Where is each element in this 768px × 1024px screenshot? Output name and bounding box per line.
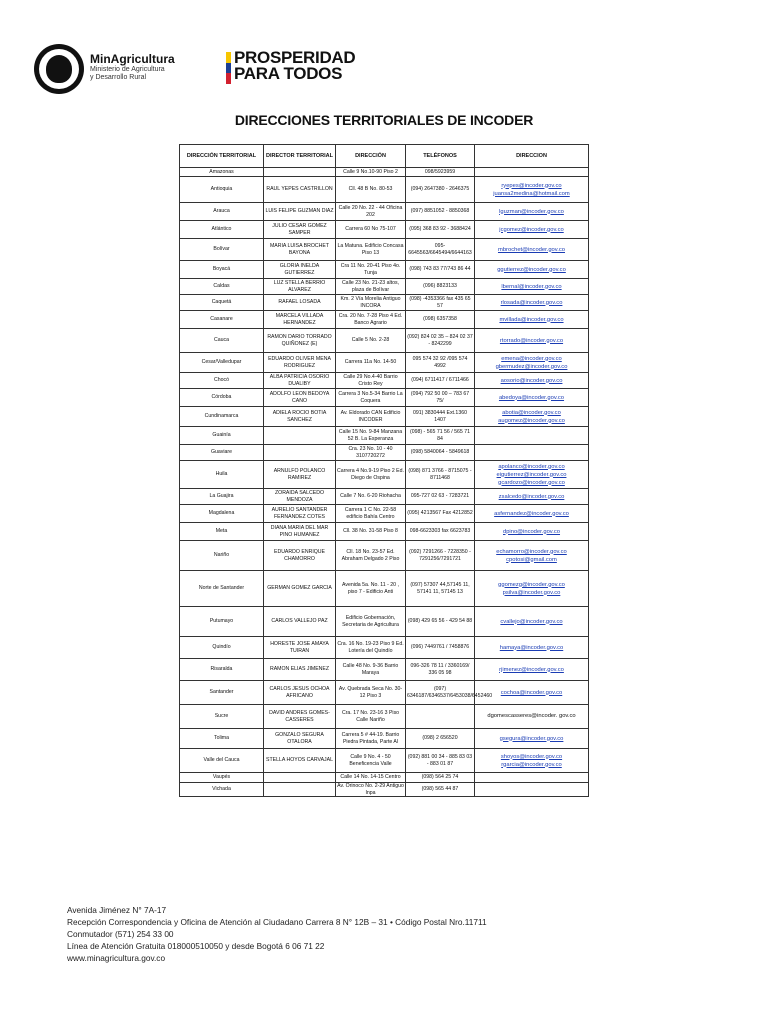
cell-telefonos: (092) 881 00 34 - 885 83 03 - 883 01 87 — [406, 749, 475, 773]
table-row — [180, 461, 589, 489]
cell-direccion: Calle 7 No. 6-20 Riohacha — [336, 489, 406, 505]
cell-territorial: Norte de Santander — [180, 571, 264, 607]
cell-director: GERMAN GOMEZ GARCIA — [264, 571, 336, 607]
cell-email — [475, 729, 589, 749]
cell-telefonos: 095 574 32 92 /095 574 4992 — [406, 353, 475, 373]
email-link[interactable]: lguzman@incoder.gov.co — [499, 208, 564, 215]
email-link: dgomescasseres@incoder. gov.co — [487, 713, 576, 720]
cell-direccion: Calle 9 No.10-90 Piso 2 — [336, 168, 406, 177]
cell-direccion: Cll. 18 No. 23-57 Ed. Abraham Delgado 2 Piso — [336, 541, 406, 571]
table-row — [180, 353, 589, 373]
cell-territorial: Tolima — [180, 729, 264, 749]
cell-director: ALBA PATRICIA OSORIO DUALIBY — [264, 373, 336, 389]
cell-director: ADIELA ROCIO BOTIA SANCHEZ — [264, 407, 336, 427]
cell-direccion: Cll. 38 No. 31-58 Piso 8 — [336, 523, 406, 541]
cell-direccion: Cra. 17 No. 23-16 3 Piso Calle Nariño — [336, 705, 406, 729]
cell-telefonos: (092) 824 02 35 – 824 02 37 - 8242299 — [406, 329, 475, 353]
table-row — [180, 203, 589, 221]
cell-telefonos: (096) 7449761 / 7458876 — [406, 637, 475, 659]
table-row — [180, 523, 589, 541]
cell-director: ADOLFO LEON BEDOYA CANO — [264, 389, 336, 407]
cell-email — [475, 203, 589, 221]
cell-direccion: Carrera 5 # 44-19. Barrio Piedra Pintada, Parte Al — [336, 729, 406, 749]
cell-email — [475, 389, 589, 407]
cell-email — [475, 505, 589, 523]
email-link[interactable]: ggomezg@incoder.gov.co — [498, 581, 565, 588]
cell-territorial: Antioquia — [180, 177, 264, 203]
cell-telefonos: 091) 3830444 Ext.1360 1407 — [406, 407, 475, 427]
table-row — [180, 489, 589, 505]
email-link[interactable]: aosorio@incoder.gov.co — [500, 377, 563, 384]
email-link[interactable]: ggutierrez@incoder.gov.co — [497, 266, 566, 273]
cell-direccion: Av. Eldorado CAN Edificio INCODER — [336, 407, 406, 427]
cell-territorial: Caldas — [180, 279, 264, 295]
cell-email — [475, 427, 589, 445]
cell-direccion: Avenida 5a. No. 11 - 20 , piso 7 - Edificio Anti — [336, 571, 406, 607]
cell-email — [475, 311, 589, 329]
table-row — [180, 445, 589, 461]
cell-direccion: Calle 5 No. 2-28 — [336, 329, 406, 353]
email-link[interactable]: dpino@incoder.gov.co — [502, 528, 561, 535]
table-row — [180, 295, 589, 311]
cell-telefonos: (098) 429 65 56 - 429 54 88 — [406, 607, 475, 637]
cell-director: RAUL YEPES CASTRILLON — [264, 177, 336, 203]
cell-direccion: Carrera 3 No.5-34 Barrio La Coquera — [336, 389, 406, 407]
cell-email — [475, 261, 589, 279]
cell-direccion: Calle 15 No. 9-84 Manzana 52 B. La Esperanza — [336, 427, 406, 445]
cell-direccion: La Matuna. Edificio Concasa Piso 13 — [336, 239, 406, 261]
email-link[interactable]: zsalcedo@incoder.gov.co — [498, 493, 565, 500]
cell-director: RAMON ELIAS JIMENEZ — [264, 659, 336, 681]
email-link[interactable]: rlosada@incoder.gov.co — [500, 299, 563, 306]
cell-telefonos: (098) 564 25 74 — [406, 773, 475, 783]
cell-territorial: Meta — [180, 523, 264, 541]
cell-telefonos: (094) 6711417 / 6711466 — [406, 373, 475, 389]
cell-telefonos: (094) 2647380 - 2646375 — [406, 177, 475, 203]
flag-stripe-icon — [226, 52, 231, 84]
table-row — [180, 427, 589, 445]
table-row — [180, 373, 589, 389]
email-link[interactable]: mbrochet@incoder.gov.co — [497, 246, 565, 253]
cell-email — [475, 239, 589, 261]
cell-territorial: Vaupés — [180, 773, 264, 783]
email-link[interactable]: hamaya@incoder.gov.co — [499, 644, 564, 651]
cell-territorial: Cundinamarca — [180, 407, 264, 427]
table-row — [180, 177, 589, 203]
page-footer — [67, 904, 487, 964]
cell-direccion: Calle 23 No. 21-23 altos, plaza de Bolívar — [336, 279, 406, 295]
cell-email — [475, 749, 589, 773]
cell-direccion: Cra. 16 No. 19-23 Piso 9 Ed. Lotería del Quindío — [336, 637, 406, 659]
email-link[interactable]: apolanco@incoder.gov.co — [498, 463, 565, 470]
cell-email — [475, 373, 589, 389]
cell-territorial: Valle del Cauca — [180, 749, 264, 773]
cell-director: EDUARDO ENRIQUE CHAMORRO — [264, 541, 336, 571]
cell-direccion: Calle 20 No. 22 - 44 Oficina 202 — [336, 203, 406, 221]
cell-territorial: Guainía — [180, 427, 264, 445]
cell-territorial: Boyacá — [180, 261, 264, 279]
cell-telefonos: 095-727 02 63 - 7283721 — [406, 489, 475, 505]
table-row — [180, 681, 589, 705]
cell-email — [475, 783, 589, 797]
cell-telefonos: 098/5923959 — [406, 168, 475, 177]
cell-territorial: Sucre — [180, 705, 264, 729]
cell-director: EDUARDO OLIVER MENA RODRIGUEZ — [264, 353, 336, 373]
table-row — [180, 571, 589, 607]
cell-email — [475, 705, 589, 729]
cell-territorial: Huila — [180, 461, 264, 489]
email-link[interactable]: jcgomez@incoder.gov.co — [499, 226, 564, 233]
cell-direccion: Cra 11 No. 20-41 Piso 4o. Tunja — [336, 261, 406, 279]
cell-email — [475, 279, 589, 295]
email-link[interactable]: echamorro@incoder.gov.co — [496, 548, 567, 555]
email-link[interactable]: cochoa@incoder.gov.co — [500, 689, 563, 696]
cell-telefonos: (097) 8851052 - 8850368 — [406, 203, 475, 221]
email-link[interactable]: gbermudez@incoder.gov.co — [495, 363, 568, 370]
table-row — [180, 221, 589, 239]
cell-director — [264, 168, 336, 177]
cell-direccion: Av. Orinoco No. 2-29 Antiguo Inpa — [337, 783, 404, 796]
cell-email — [475, 295, 589, 311]
table-row — [180, 705, 589, 729]
footer-hotline: Línea de Atención Gratuita 018000510050 y desde Bogotá 6 06 71 22 — [67, 941, 325, 951]
cell-director: GLORIA INELDA GUTIERREZ — [264, 261, 336, 279]
cell-telefonos: (098) 743 83 77/743 86 44 — [406, 261, 475, 279]
cell-territorial: Quindío — [180, 637, 264, 659]
cell-telefonos: (094) 792 50 00 – 783 67 75/ — [406, 389, 475, 407]
directory-table — [179, 144, 589, 797]
prosperidad-line-2: PARA TODOS — [234, 64, 343, 83]
cell-telefonos: (095) 368 83 92 - 3688424 — [406, 221, 475, 239]
table-row — [180, 659, 589, 681]
cell-email — [475, 168, 589, 177]
cell-director: JULIO CESAR GOMEZ SAMPER — [264, 221, 336, 239]
cell-director: LUIS FELIPE GUZMAN DIAZ — [264, 203, 336, 221]
cell-email — [475, 353, 589, 373]
cell-direccion: Carrera 11a No. 14-50 — [336, 353, 406, 373]
cell-territorial: Risaralda — [180, 659, 264, 681]
cell-territorial: Casanare — [180, 311, 264, 329]
cell-telefonos: (098) 565 44 87 — [406, 783, 475, 797]
cell-director: CARLOS VALLEJO PAZ — [264, 607, 336, 637]
cell-territorial: Córdoba — [180, 389, 264, 407]
cell-email — [475, 607, 589, 637]
table-row — [180, 637, 589, 659]
table-row — [180, 407, 589, 427]
email-link[interactable]: eigutierrez@incoder.gov.co — [496, 471, 567, 478]
table-row — [180, 239, 589, 261]
cell-email — [475, 407, 589, 427]
email-link[interactable]: shoyos@incoder.gov.co — [500, 753, 563, 760]
cell-email — [475, 489, 589, 505]
email-link[interactable]: gsegura@incoder.gov.co — [499, 735, 564, 742]
cell-territorial: Atlántico — [180, 221, 264, 239]
cell-territorial: Caquetá — [180, 295, 264, 311]
cell-telefonos: 096-326 78 11 / 3360169/ 336 05 98 — [406, 659, 475, 681]
table-row — [180, 607, 589, 637]
table-row — [180, 311, 589, 329]
table-row — [180, 541, 589, 571]
table-row — [180, 261, 589, 279]
cell-territorial: Guaviare — [180, 445, 264, 461]
email-link[interactable]: abedoya@incoder.gov.co — [498, 394, 565, 401]
cell-director — [264, 783, 336, 797]
cell-telefonos: (098) - 565 71 56 / 565 71 84 — [406, 427, 475, 445]
table-row — [180, 749, 589, 773]
cell-territorial: Putumayo — [180, 607, 264, 637]
cell-director: RAFAEL LOSADA — [264, 295, 336, 311]
ministry-line-2: y Desarrollo Rural — [90, 74, 147, 81]
email-link[interactable]: mvillada@incoder.gov.co — [499, 316, 564, 323]
cell-director — [264, 445, 336, 461]
cell-telefonos: (096) 8823133 — [406, 279, 475, 295]
email-link[interactable]: cpotosi@gmail.com — [506, 556, 557, 563]
cell-director: MARCELA VILLADA HERNANDEZ — [264, 311, 336, 329]
cell-telefonos: (098) 6357358 — [406, 311, 475, 329]
cell-territorial: Nariño — [180, 541, 264, 571]
colombia-seal-icon — [34, 44, 84, 94]
cell-telefonos: (097) 6346187/6346537/6453038/6452460 — [406, 681, 475, 705]
prosperidad-logo — [234, 50, 355, 82]
table-row — [180, 773, 589, 783]
col-header-email: DIRECCION — [475, 145, 589, 168]
cell-email — [475, 637, 589, 659]
footer-address: Avenida Jiménez N° 7A-17 — [67, 905, 167, 915]
footer-website: www.minagricultura.gov.co — [67, 953, 166, 963]
cell-director — [264, 427, 336, 445]
email-link[interactable]: rgarcia@incoder.gov.co — [501, 761, 562, 768]
cell-territorial: Magdalena — [180, 505, 264, 523]
cell-direccion: Calle 29 No.4-40 Barrio Cristo Rey — [336, 373, 406, 389]
cell-telefonos: (095) 4213567 Fax 4212852 — [406, 505, 475, 523]
minagricultura-name: MinAgricultura — [90, 52, 175, 66]
table-row — [180, 279, 589, 295]
email-link[interactable]: gcardozo@incoder.gov.co — [498, 479, 565, 486]
cell-email — [475, 571, 589, 607]
cell-telefonos: (092) 7291266 - 7228350 - 7291256/7291721 — [406, 541, 475, 571]
email-link[interactable]: ryepes@incoder.gov.co — [501, 182, 562, 189]
cell-territorial: Cauca — [180, 329, 264, 353]
email-link[interactable]: lbernal@incoder.gov.co — [501, 283, 562, 290]
email-link[interactable]: psilva@incoder.gov.co — [502, 589, 561, 596]
cell-territorial: Amazonas — [180, 168, 264, 177]
cell-direccion: Km. 2 Vía Morelia Antiguo INCORA — [336, 295, 406, 311]
cell-director — [264, 773, 336, 783]
cell-director: ARNULFO POLANCO RAMIREZ — [264, 461, 336, 489]
footer-switchboard: Conmutador (571) 254 33 00 — [67, 929, 174, 939]
cell-telefonos: (097) 57307 44,57145 11, 57141 11, 57145 13 — [406, 571, 475, 607]
cell-email — [475, 177, 589, 203]
cell-telefonos: 095-6645563/6645494/6644163 — [406, 239, 475, 261]
cell-telefonos: (098) -4353366 fax 435 65 57 — [406, 295, 475, 311]
cell-direccion: Carrera 1 C No. 22-58 edificio Bahía Centro — [336, 505, 406, 523]
page-title: DIRECCIONES TERRITORIALES DE INCODER — [234, 112, 534, 128]
table-row — [180, 329, 589, 353]
table-row — [180, 729, 589, 749]
cell-telefonos: (098) 871 3766 - 8715075 - 8711468 — [406, 461, 475, 489]
page-header — [34, 44, 734, 104]
cell-director: DIANA MARIA DEL MAR PINO HUMANEZ — [264, 523, 336, 541]
cell-territorial: Cesar/Valledupar — [180, 353, 264, 373]
email-link[interactable]: abotia@incoder.gov.co — [502, 409, 561, 416]
cell-email — [475, 523, 589, 541]
minagricultura-logo — [90, 52, 175, 82]
email-link[interactable]: rtorrado@incoder.gov.co — [499, 337, 564, 344]
col-header-director: DIRECTOR TERRITORIAL — [264, 145, 336, 168]
cell-email — [475, 773, 589, 783]
email-link[interactable]: rjimenez@incoder.gov.co — [499, 666, 564, 673]
cell-director: GONZALO SEGURA OTALORA — [264, 729, 336, 749]
col-header-direccion: DIRECCIÓN — [336, 145, 406, 168]
table-row — [180, 505, 589, 523]
email-link[interactable]: asfernandez@incoder.gov.co — [494, 510, 569, 517]
table-row — [180, 168, 589, 177]
email-link[interactable]: emena@incoder.gov.co — [501, 355, 562, 362]
cell-email — [475, 541, 589, 571]
cell-director: ZORAIDA SALCEDO MENDOZA — [264, 489, 336, 505]
cell-email — [475, 329, 589, 353]
email-link[interactable]: juansa2medina@hotmail.com — [493, 190, 570, 197]
email-link[interactable]: augomez@incoder.gov.co — [498, 417, 565, 424]
cell-territorial: Vichada — [180, 783, 264, 797]
cell-email — [475, 659, 589, 681]
footer-reception: Recepción Correspondencia y Oficina de Atención al Ciudadano Carrera 8 N° 12B – 31 • Código Postal Nro.11711 — [67, 917, 487, 927]
cell-telefonos: (098) 2 656520 — [406, 729, 475, 749]
cell-territorial: Santander — [180, 681, 264, 705]
cell-direccion: Carrera 60 No 75-107 — [336, 221, 406, 239]
cell-director: HORESTE JOSE AMAYA TUIRAN — [264, 637, 336, 659]
cell-direccion: Carrera 4 No.9-19 Piso 2 Ed. Diego de Ospina — [336, 461, 406, 489]
cell-email — [475, 461, 589, 489]
cell-territorial: Arauca — [180, 203, 264, 221]
email-link[interactable]: cvallejo@incoder.gov.co — [500, 618, 563, 625]
cell-telefonos: 098-6623303 fax 6623783 — [406, 523, 475, 541]
cell-direccion: Av. Quebrada Seca No. 30-12 Piso 3 — [336, 681, 406, 705]
cell-direccion: Cll. 48 B No. 80-53 — [336, 177, 406, 203]
cell-director: LUZ STELLA BERRIO ALVAREZ — [264, 279, 336, 295]
cell-director: MARIA LUISA BROCHET BAYONA — [264, 239, 336, 261]
cell-direccion: Calle 14 No. 14-15 Centro — [336, 773, 406, 783]
cell-email — [475, 221, 589, 239]
cell-territorial: Bolívar — [180, 239, 264, 261]
cell-email — [475, 445, 589, 461]
table-header-row — [180, 145, 589, 168]
cell-territorial: Chocó — [180, 373, 264, 389]
cell-director: STELLA HOYOS CARVAJAL — [264, 749, 336, 773]
cell-territorial: La Guajira — [180, 489, 264, 505]
ministry-line-1: Ministerio de Agricultura — [90, 66, 165, 73]
cell-direccion: Calle 48 No. 9-36 Barrio Maraya — [336, 659, 406, 681]
prosperidad-line-1: PROSPERIDAD — [234, 48, 356, 67]
cell-telefonos — [406, 705, 475, 729]
cell-direccion: Calle 9 No. 4 - 50 Beneficencia Valle — [336, 749, 406, 773]
table-row — [180, 783, 589, 797]
cell-director: RAMON DARIO TORRADO QUIÑONEZ (E) — [264, 329, 336, 353]
col-header-telefonos: TELÉFONOS — [406, 145, 475, 168]
cell-direccion: Cra. 23 No. 10 - 40 3107720272 — [336, 445, 406, 461]
cell-director: DAVID ANDRES GOMES-CASSERES — [264, 705, 336, 729]
cell-director: CARLOS JESUS OCHOA AFRICANO — [264, 681, 336, 705]
cell-telefonos: (098) 5840064 - 5849618 — [406, 445, 475, 461]
cell-direccion: Cra. 20 No. 7-28 Piso 4 Ed. Banco Agrario — [336, 311, 406, 329]
col-header-territorial: DIRECCIÓN TERRITORIAL — [180, 145, 264, 168]
cell-direccion: Edificio Gobernación, Secretaria de Agricultura — [336, 607, 406, 637]
table-row — [180, 389, 589, 407]
cell-director: AURELIO SANTANDER FERNANDEZ COTES — [264, 505, 336, 523]
